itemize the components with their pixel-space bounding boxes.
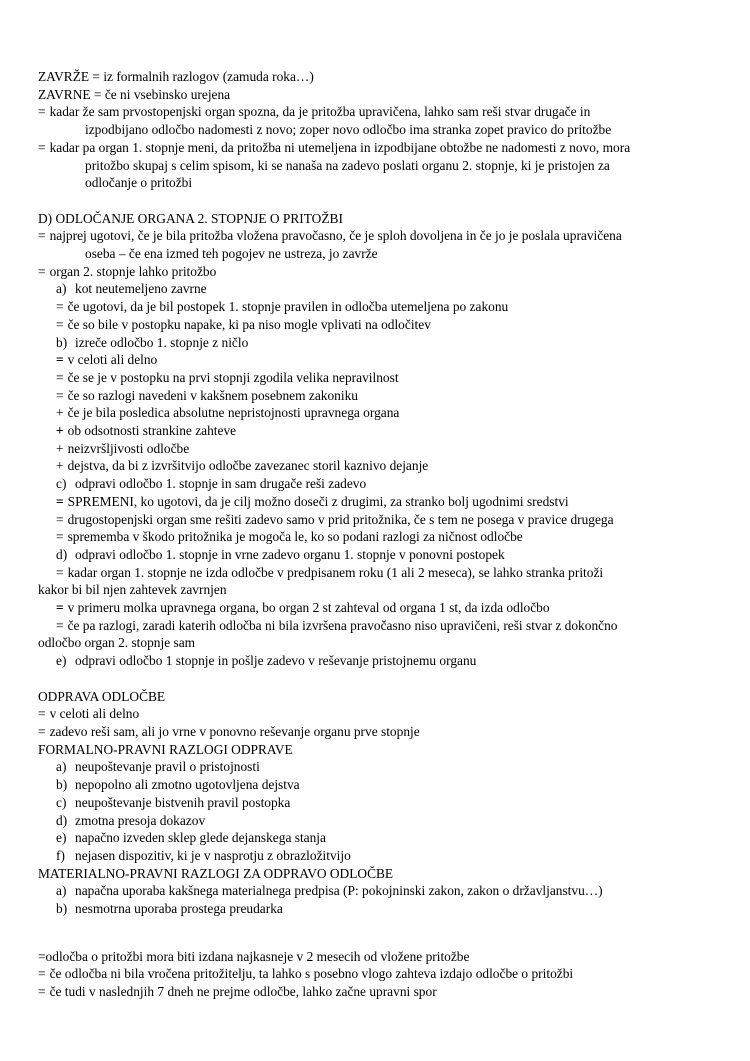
- bullet-symbol: =: [56, 316, 64, 332]
- line-text: kakor bi bil njen zahtevek zavrnjen: [38, 582, 227, 598]
- doc-line: [38, 334, 720, 352]
- doc-line: [38, 369, 720, 387]
- line-text: sprememba v škodo pritožnika je mogoča le, ko so podani razlogi za ničnost odločbe: [67, 529, 523, 545]
- doc-line: [38, 705, 720, 723]
- doc-line: [38, 511, 720, 529]
- line-text: če so bile v postopku napake, ki pa niso mogle vplivati na odločitev: [67, 316, 431, 332]
- bullet-symbol: =: [38, 104, 46, 120]
- doc-line: [38, 351, 720, 369]
- doc-line: [38, 634, 720, 652]
- doc-line: [38, 812, 720, 830]
- doc-line: [38, 210, 720, 228]
- line-text: v primeru molka upravnega organa, bo organ 2 st zahteval od organa 1 st, da izda odločbo: [67, 600, 550, 616]
- line-text: najprej ugotovi, če je bila pritožba vložena pravočasno, če je sploh dovoljena in če jo je poslala upravičena: [49, 228, 622, 244]
- line-text: odpravi odločbo 1 stopnje in pošlje zadevo v reševanje pristojnemu organu: [75, 653, 477, 669]
- doc-line: [38, 227, 720, 245]
- bullet-symbol: =: [56, 299, 64, 315]
- doc-line: [38, 457, 720, 475]
- doc-line: [38, 157, 720, 175]
- line-text: napačna uporaba kakšnega materialnega predpisa (P: pokojninski zakon, zakon o državljanstvu…): [75, 883, 603, 899]
- line-text: zmotna presoja dokazov: [75, 812, 206, 828]
- doc-line: [38, 564, 720, 582]
- line-text: SPREMENI, ko ugotovi, da je cilj možno doseči z drugimi, za stranko bolj ugodnimi sredstvi: [67, 493, 569, 509]
- blank-line: [38, 192, 720, 210]
- line-text: pritožbo skupaj s celim spisom, ki se nanaša na zadevo poslati organu 2. stopnje, ki je pristojen za: [85, 157, 610, 173]
- doc-line: [38, 298, 720, 316]
- line-text: kadar organ 1. stopnje ne izda odločbe v predpisanem roku (1 ali 2 meseca), se lahko stranka pritoži: [67, 564, 604, 580]
- blank-line: [38, 918, 720, 948]
- list-letter-marker: a): [56, 883, 67, 899]
- doc-line: [38, 758, 720, 776]
- doc-line: [38, 983, 720, 1001]
- doc-line: [38, 829, 720, 847]
- doc-line: [38, 546, 720, 564]
- line-text: kadar pa organ 1. stopnje meni, da pritožba ni utemeljena in izpodbijane obtožbe ne nadomesti z novo, mora: [49, 139, 631, 155]
- doc-line: [38, 882, 720, 900]
- doc-line: [38, 280, 720, 298]
- list-letter-marker: c): [56, 794, 67, 810]
- line-text: ODPRAVA ODLOČBE: [38, 688, 166, 704]
- blank-line: [38, 670, 720, 688]
- doc-line: [38, 599, 720, 617]
- list-letter-marker: f): [56, 847, 65, 863]
- doc-line: [38, 723, 720, 741]
- doc-line: [38, 794, 720, 812]
- line-text: v celoti ali delno: [49, 706, 140, 722]
- bullet-symbol: =: [56, 564, 64, 580]
- bullet-symbol: =: [38, 139, 46, 155]
- line-text: v celoti ali delno: [67, 352, 158, 368]
- line-text: kadar že sam prvostopenjski organ spozna, da je pritožba upravičena, lahko sam reši stvar drugače in: [49, 104, 591, 120]
- line-text: napačno izveden sklep glede dejanskega stanja: [75, 830, 326, 846]
- bullet-symbol: =: [56, 493, 64, 509]
- document-body: [38, 68, 720, 1001]
- doc-line: [38, 847, 720, 865]
- list-letter-marker: a): [56, 281, 67, 297]
- line-text: drugostopenjski organ sme rešiti zadevo samo v prid pritožnika, če s tem ne posega v pravice drugega: [67, 511, 614, 527]
- bullet-symbol: =: [38, 984, 46, 1000]
- line-text: dejstva, da bi z izvršitvijo odločbe zavezanec storil kaznivo dejanje: [67, 458, 429, 474]
- line-text: neupoštevanje pravil o pristojnosti: [75, 759, 260, 775]
- line-text: odločanje o pritožbi: [85, 175, 193, 191]
- bullet-symbol: +: [56, 458, 64, 474]
- list-letter-marker: e): [56, 830, 67, 846]
- bullet-symbol: =: [38, 706, 46, 722]
- bullet-symbol: =: [56, 600, 64, 616]
- doc-line: [38, 139, 720, 157]
- doc-line: [38, 776, 720, 794]
- doc-line: [38, 493, 720, 511]
- line-text: nesmotrna uporaba prostega preudarka: [75, 901, 283, 917]
- line-text: nepopolno ali zmotno ugotovljena dejstva: [75, 777, 300, 793]
- doc-line: [38, 387, 720, 405]
- bullet-symbol: =: [56, 387, 64, 403]
- doc-line: [38, 263, 720, 281]
- list-letter-marker: b): [56, 334, 68, 350]
- doc-line: [38, 741, 720, 759]
- doc-line: [38, 617, 720, 635]
- line-text: odpravi odločbo 1. stopnje in vrne zadevo organu 1. stopnje v ponovni postopek: [75, 546, 505, 562]
- line-text: izreče odločbo 1. stopnje z ničlo: [75, 334, 249, 350]
- doc-line: [38, 422, 720, 440]
- doc-line: [38, 404, 720, 422]
- doc-line: [38, 174, 720, 192]
- line-text: ob odsotnosti strankine zahteve: [67, 423, 237, 439]
- bullet-symbol: =: [56, 529, 64, 545]
- list-letter-marker: c): [56, 476, 67, 492]
- doc-line: [38, 316, 720, 334]
- doc-line: [38, 86, 720, 104]
- line-text: če tudi v naslednjih 7 dneh ne prejme odločbe, lahko začne upravni spor: [49, 984, 437, 1000]
- line-text: D) ODLOČANJE ORGANA 2. STOPNJE O PRITOŽBI: [38, 210, 343, 226]
- line-text: ZAVRNE = če ni vsebinsko urejena: [38, 86, 231, 102]
- doc-line: [38, 581, 720, 599]
- bullet-symbol: +: [56, 405, 64, 421]
- line-text: MATERIALNO-PRAVNI RAZLOGI ZA ODPRAVO ODLOČBE: [38, 865, 394, 881]
- doc-line: [38, 688, 720, 706]
- bullet-symbol: +: [56, 423, 64, 439]
- doc-line: [38, 652, 720, 670]
- line-text: neupoštevanje bistvenih pravil postopka: [75, 794, 291, 810]
- line-text: ZAVRŽE = iz formalnih razlogov (zamuda roka…): [38, 69, 314, 84]
- doc-line: [38, 900, 720, 918]
- line-text: neizvršljivosti odločbe: [67, 440, 190, 456]
- doc-line: [38, 528, 720, 546]
- bullet-symbol: =: [38, 966, 46, 982]
- doc-line: [38, 121, 720, 139]
- list-letter-marker: e): [56, 653, 67, 669]
- bullet-symbol: =: [38, 263, 46, 279]
- doc-line: [38, 440, 720, 458]
- doc-line: [38, 245, 720, 263]
- line-text: organ 2. stopnje lahko pritožbo: [49, 263, 217, 279]
- bullet-symbol: =: [38, 228, 46, 244]
- doc-line: [38, 948, 720, 966]
- line-text: če so razlogi navedeni v kakšnem posebnem zakoniku: [67, 387, 358, 403]
- list-letter-marker: b): [56, 901, 68, 917]
- line-text: če ugotovi, da je bil postopek 1. stopnje pravilen in odločba utemeljena po zakonu: [67, 299, 509, 315]
- line-text: odločbo organ 2. stopnje sam: [38, 635, 196, 651]
- doc-line: [38, 103, 720, 121]
- bullet-symbol: =: [56, 352, 64, 368]
- line-text: oseba – če ena izmed teh pogojev ne ustreza, jo zavrže: [85, 246, 378, 262]
- line-text: če pa razlogi, zaradi katerih odločba ni bila izvršena pravočasno niso upravičeni, reši stvar z dokončno: [67, 617, 618, 633]
- line-text: če se je v postopku na prvi stopnji zgodila velika nepravilnost: [67, 369, 399, 385]
- line-text: če je bila posledica absolutne nepristojnosti upravnega organa: [67, 405, 400, 421]
- line-text: odpravi odločbo 1. stopnje in sam drugače reši zadevo: [75, 476, 367, 492]
- doc-line: [38, 965, 720, 983]
- bullet-symbol: =: [38, 723, 46, 739]
- line-text: FORMALNO-PRAVNI RAZLOGI ODPRAVE: [38, 741, 293, 757]
- bullet-symbol: =: [56, 369, 64, 385]
- bullet-symbol: =: [56, 511, 64, 527]
- line-text: =odločba o pritožbi mora biti izdana najkasneje v 2 mesecih od vložene pritožbe: [38, 948, 470, 964]
- list-letter-marker: d): [56, 546, 68, 562]
- line-text: če odločba ni bila vročena pritožitelju, ta lahko s posebno vlogo zahteva izdajo odločbe o pritožbi: [49, 966, 574, 982]
- doc-line: [38, 865, 720, 883]
- list-letter-marker: b): [56, 777, 68, 793]
- line-text: izpodbijano odločbo nadomesti z novo; zoper novo odločbo ima stranka zopet pravico do pritožbe: [85, 122, 612, 138]
- list-letter-marker: d): [56, 812, 68, 828]
- doc-line: [38, 68, 720, 86]
- line-text: zadevo reši sam, ali jo vrne v ponovno reševanje organu prve stopnje: [49, 723, 420, 739]
- bullet-symbol: =: [56, 617, 64, 633]
- line-text: nejasen dispozitiv, ki je v nasprotju z obrazložitvijo: [75, 847, 351, 863]
- list-letter-marker: a): [56, 759, 67, 775]
- line-text: kot neutemeljeno zavrne: [75, 281, 207, 297]
- bullet-symbol: +: [56, 440, 64, 456]
- doc-line: [38, 475, 720, 493]
